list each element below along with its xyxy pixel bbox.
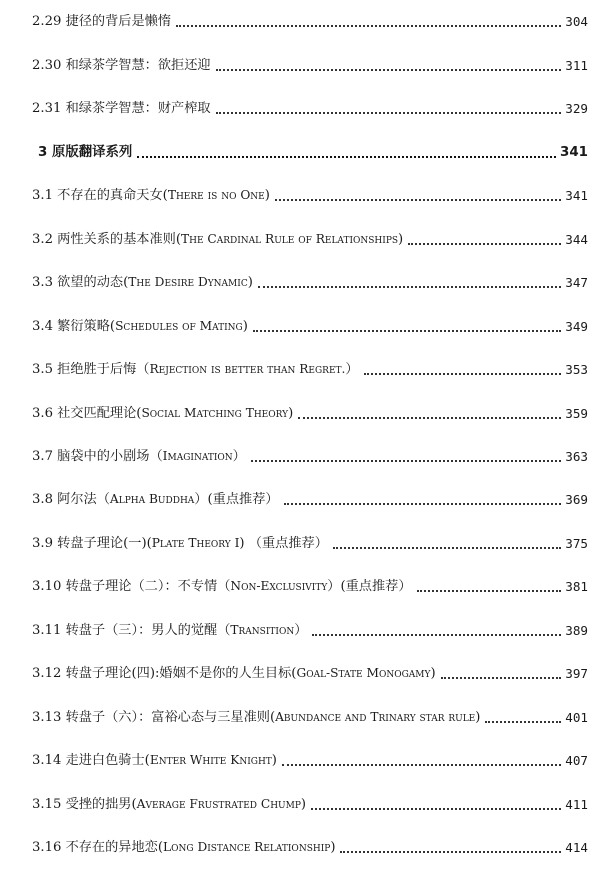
toc-entry[interactable] — [32, 183, 588, 205]
dot-leader — [311, 807, 561, 810]
toc-entry-title — [32, 534, 328, 553]
toc-entry-title — [32, 13, 171, 31]
toc-entry-title-tail: ) （重点推荐） — [239, 536, 328, 551]
toc-entry-title-zh: 捷径的背后是懒惰 — [65, 14, 172, 29]
toc-entry-title-zh: 不存在的真命天女( — [57, 188, 168, 203]
toc-page-number: 401 — [565, 710, 588, 725]
toc-entry-title-en: Imagination — [162, 449, 233, 463]
dot-leader — [258, 285, 561, 288]
toc-entry-title-en: Rejection is better than Regret. — [149, 362, 346, 376]
toc-entry-number: 2.30 — [32, 58, 66, 73]
toc-entry-title-en: Average Frustrated Chump — [136, 797, 301, 811]
dot-leader — [364, 372, 562, 375]
toc-entry-title — [32, 708, 480, 727]
toc-page-number: 341 — [560, 145, 588, 160]
toc-entry-title — [32, 577, 412, 596]
toc-entry-title-zh: 和绿茶学智慧：欲拒还迎 — [65, 58, 211, 73]
toc-entry-number: 3.3 — [32, 275, 58, 290]
dot-leader — [441, 676, 562, 679]
toc-entry-number: 3.4 — [32, 319, 58, 334]
toc-entry-title — [32, 490, 279, 509]
toc-entry-title-tail: ）(重点推荐） — [327, 579, 412, 594]
toc-entry-title-tail: ) — [247, 275, 253, 290]
toc-entry-number: 3.10 — [32, 579, 66, 594]
toc-entry-number: 3.13 — [32, 710, 66, 725]
toc-entry-number: 3 — [38, 145, 52, 160]
toc-entry-title — [32, 230, 403, 249]
toc-entry-title-zh: 脑袋中的小剧场（ — [57, 449, 163, 464]
toc-entry-title-en: Non-Exclusivity — [230, 579, 328, 593]
toc-entry-title-zh: 两性关系的基本准则( — [57, 232, 182, 247]
toc-entry-number: 3.16 — [32, 840, 66, 855]
toc-entry-title-tail: ） — [294, 623, 308, 638]
toc-entry-title — [32, 57, 211, 75]
toc-entry-title-zh: 转盘子（三）：男人的觉醒（ — [65, 623, 231, 638]
toc-entry-title — [32, 795, 306, 814]
dot-leader — [253, 329, 561, 332]
toc-page-number: 363 — [565, 449, 588, 464]
toc-page-number: 411 — [565, 797, 588, 812]
toc-entry-number: 3.7 — [32, 449, 58, 464]
toc-entry[interactable] — [32, 748, 588, 770]
toc-entry-title-zh: 和绿茶学智慧：财产榨取 — [65, 101, 211, 116]
toc-entry[interactable] — [32, 96, 588, 118]
toc-entry-title-tail: ) — [264, 188, 270, 203]
toc-page-number: 304 — [565, 14, 588, 29]
toc-entry-title-tail: ） — [232, 449, 246, 464]
toc-entry-number: 3.5 — [32, 362, 58, 377]
toc-entry-title-zh: 走进白色骑士( — [65, 753, 150, 768]
toc-entry-number: 3.11 — [32, 623, 66, 638]
toc-entry-title-zh: 原版翻译系列 — [51, 145, 133, 160]
toc-entry[interactable] — [32, 705, 588, 727]
toc-entry-title-en: Alpha Buddha — [109, 492, 195, 506]
toc-entry[interactable] — [32, 661, 588, 683]
toc-entry[interactable] — [32, 270, 588, 292]
toc-entry-number: 3.2 — [32, 232, 58, 247]
toc-entry-number: 2.29 — [32, 14, 66, 29]
dot-leader — [275, 198, 561, 201]
toc-entry[interactable] — [32, 444, 588, 466]
toc-entry-title-en: Enter White Knight — [149, 753, 272, 767]
toc-entry-title-tail: ) — [475, 710, 481, 725]
toc-entry-title-en: Long Distance Relationship — [163, 840, 331, 854]
toc-entry[interactable] — [32, 792, 588, 814]
toc-entry[interactable] — [32, 835, 588, 857]
toc-page-number: 359 — [565, 406, 588, 421]
toc-entry[interactable] — [32, 227, 588, 249]
toc-entry-number: 3.8 — [32, 492, 58, 507]
toc-entry-title-en: Abundance and Trinary star rule — [275, 710, 476, 724]
dot-leader — [282, 763, 561, 766]
toc-page-number: 369 — [565, 492, 588, 507]
toc-entry-title-zh: 受挫的拙男( — [65, 797, 137, 812]
dot-leader — [340, 850, 561, 853]
toc-entry-title-tail: ) — [271, 753, 277, 768]
dot-leader — [216, 68, 562, 71]
toc-page-number: 353 — [565, 362, 588, 377]
dot-leader — [312, 633, 561, 636]
toc-page-number: 349 — [565, 319, 588, 334]
toc-entry-title-tail: ) — [288, 406, 294, 421]
toc-entry-number: 3.14 — [32, 753, 66, 768]
toc-entry-title-zh: 转盘子理论(一)( — [57, 536, 152, 551]
toc-entry-title-zh: 社交匹配理论( — [57, 406, 142, 421]
toc-entry-title — [32, 360, 359, 379]
toc-page-number: 389 — [565, 623, 588, 638]
toc-entry[interactable] — [32, 618, 588, 640]
dot-leader — [284, 502, 562, 505]
dot-leader — [485, 720, 561, 723]
dot-leader — [333, 546, 561, 549]
toc-entry-title-en: Plate Theory I — [151, 536, 240, 550]
toc-entry-title — [32, 186, 270, 205]
toc-entry[interactable] — [32, 487, 588, 509]
dot-leader — [176, 24, 561, 27]
toc-entry-title-tail: ) — [430, 666, 436, 681]
toc-entry-title — [32, 404, 293, 423]
toc-entry-title — [32, 317, 248, 336]
toc-entry-title — [32, 621, 307, 640]
toc-chapter-entry[interactable] — [38, 140, 588, 162]
dot-leader — [137, 155, 556, 158]
toc-page-number: 407 — [565, 753, 588, 768]
dot-leader — [298, 416, 561, 419]
toc-entry[interactable] — [32, 357, 588, 379]
toc-entry-number: 2.31 — [32, 101, 66, 116]
toc-page-number: 397 — [565, 666, 588, 681]
dot-leader — [251, 459, 561, 462]
toc-entry-title — [32, 664, 436, 683]
toc-entry-title-tail: ) — [242, 319, 248, 334]
toc-page-number: 341 — [565, 188, 588, 203]
toc-entry[interactable] — [32, 574, 588, 596]
dot-leader — [408, 242, 561, 245]
toc-entry-title-tail: ) — [300, 797, 307, 812]
toc-entry-title — [32, 273, 253, 292]
toc-page-number: 329 — [565, 101, 588, 116]
toc-entry-number: 3.9 — [32, 536, 58, 551]
toc-entry-number: 3.1 — [32, 188, 58, 203]
toc-entry[interactable] — [32, 314, 588, 336]
toc-entry-title-zh: 转盘子理论(四):婚姻不是你的人生目标( — [65, 666, 297, 681]
toc-entry-title-zh: 欲望的动态( — [57, 275, 129, 290]
toc-entry-title — [38, 144, 132, 162]
toc-entry[interactable] — [32, 9, 588, 31]
toc-entry-title-tail: ) — [330, 840, 336, 855]
toc-entry-number: 3.12 — [32, 666, 66, 681]
toc-entry-title — [32, 100, 211, 118]
toc-entry-title-en: The Cardinal Rule of Relationships — [181, 232, 399, 246]
toc-entry-title-zh: 阿尔法（ — [57, 492, 110, 507]
toc-entry-title-zh: 拒绝胜于后悔（ — [57, 362, 150, 377]
toc-entry-title-tail: ) — [398, 232, 404, 247]
toc-entry-title-tail: ） — [345, 362, 359, 377]
dot-leader — [216, 111, 562, 114]
toc-entry-title-en: Schedules of Mating — [115, 319, 243, 333]
toc-entry-title — [32, 838, 335, 857]
toc-entry-title-tail: ）(重点推荐） — [194, 492, 279, 507]
dot-leader — [417, 589, 562, 592]
toc-page-number: 381 — [565, 579, 588, 594]
toc-entry-title-zh: 不存在的异地恋( — [65, 840, 164, 855]
toc-entry-title — [32, 751, 277, 770]
toc-entry-title-en: The Desire Dynamic — [128, 275, 248, 289]
toc-page-number: 311 — [565, 58, 588, 73]
toc-entry[interactable] — [32, 531, 588, 553]
toc-entry-title-en: Goal-State Monogamy — [296, 666, 431, 680]
toc-entry-title-zh: 繁衍策略( — [57, 319, 116, 334]
toc-entry-number: 3.15 — [32, 797, 66, 812]
toc-entry-title-en: There is no One — [167, 188, 265, 202]
toc-page-number: 347 — [565, 275, 588, 290]
toc-entry-title-en: Social Matching Theory — [141, 406, 289, 420]
toc-page-number: 414 — [565, 840, 588, 855]
toc-entry-title-zh: 转盘子（六）：富裕心态与三星准则( — [65, 710, 276, 725]
toc-entry-number: 3.6 — [32, 406, 58, 421]
toc-entry[interactable] — [32, 53, 588, 75]
toc-entry-title-en: Transition — [230, 623, 295, 637]
toc-entry[interactable] — [32, 401, 588, 423]
toc-page-number: 375 — [565, 536, 588, 551]
toc-entry-title-zh: 转盘子理论（二）：不专情（ — [65, 579, 231, 594]
toc-entry-title — [32, 447, 246, 466]
toc-page-number: 344 — [565, 232, 588, 247]
